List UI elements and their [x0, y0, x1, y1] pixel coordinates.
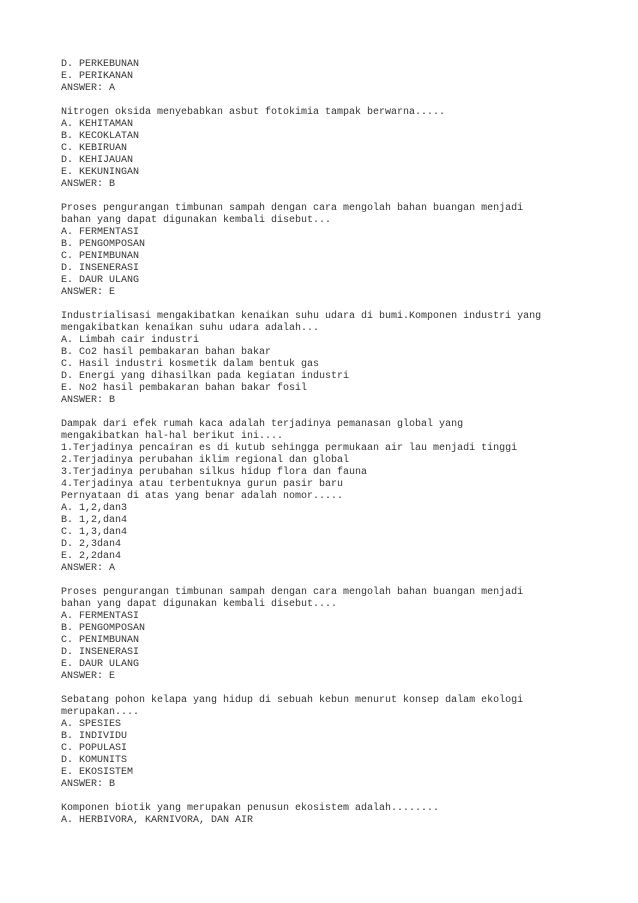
text-line: ANSWER: A: [61, 563, 116, 574]
text-line: E. DAUR ULANG: [61, 659, 140, 670]
text-line: E. DAUR ULANG: [61, 275, 140, 286]
text-line: C. POPULASI: [61, 743, 128, 754]
text-line: B. PENGOMPOSAN: [61, 623, 146, 634]
text-line: A. HERBIVORA, KARNIVORA, DAN AIR: [61, 815, 254, 826]
text-line: B. 1,2,dan4: [61, 515, 128, 526]
text-line: C. PENIMBUNAN: [61, 635, 140, 646]
question-block: [61, 587, 621, 683]
text-line: mengakibatkan kenaikan suhu udara adalah...: [61, 323, 320, 334]
text-line: B. Co2 hasil pembakaran bahan bakar: [61, 347, 272, 358]
question-block: [61, 311, 621, 407]
text-line: 1.Terjadinya pencairan es di kutub sehingga permukaan air lau menjadi tinggi: [61, 443, 518, 454]
text-line: D. INSENERASI: [61, 263, 140, 274]
text-line: A. Limbah cair industri: [61, 335, 200, 346]
question-block: [61, 107, 621, 191]
text-line: E. No2 hasil pembakaran bahan bakar fosil: [61, 383, 308, 394]
text-line: Komponen biotik yang merupakan penusun ekosistem adalah........: [61, 803, 440, 814]
text-line: E. 2,2dan4: [61, 551, 122, 562]
text-line: A. SPESIES: [61, 719, 122, 730]
text-line: ANSWER: B: [61, 395, 116, 406]
text-line: D. INSENERASI: [61, 647, 140, 658]
text-line: bahan yang dapat digunakan kembali disebut....: [61, 599, 338, 610]
text-line: ANSWER: E: [61, 671, 116, 682]
text-line: E. EKOSISTEM: [61, 767, 134, 778]
text-line: A. FERMENTASI: [61, 227, 140, 238]
question-block: [61, 419, 621, 575]
text-line: A. KEHITAMAN: [61, 119, 134, 130]
text-line: ANSWER: A: [61, 83, 116, 94]
question-block: [61, 803, 621, 827]
text-line: C. Hasil industri kosmetik dalam bentuk gas: [61, 359, 320, 370]
text-line: Sebatang pohon kelapa yang hidup di sebuah kebun menurut konsep dalam ekologi: [61, 695, 524, 706]
text-line: D. 2,3dan4: [61, 539, 122, 550]
text-line: E. PERIKANAN: [61, 71, 134, 82]
document-text: [61, 59, 621, 839]
text-line: 2.Terjadinya perubahan iklim regional dan global: [61, 455, 350, 466]
question-block: [61, 59, 621, 95]
text-line: B. INDIVIDU: [61, 731, 128, 742]
text-line: Nitrogen oksida menyebabkan asbut fotokimia tampak berwarna.....: [61, 107, 446, 118]
text-line: C. KEBIRUAN: [61, 143, 128, 154]
text-line: D. Energi yang dihasilkan pada kegiatan industri: [61, 371, 350, 382]
text-line: ANSWER: E: [61, 287, 116, 298]
text-line: merupakan....: [61, 707, 140, 718]
text-line: bahan yang dapat digunakan kembali disebut...: [61, 215, 332, 226]
text-line: ANSWER: B: [61, 779, 116, 790]
text-line: B. PENGOMPOSAN: [61, 239, 146, 250]
text-line: A. FERMENTASI: [61, 611, 140, 622]
text-line: 3.Terjadinya perubahan silkus hidup flora dan fauna: [61, 467, 368, 478]
text-line: C. PENIMBUNAN: [61, 251, 140, 262]
text-line: D. KEHIJAUAN: [61, 155, 134, 166]
text-line: Pernyataan di atas yang benar adalah nomor.....: [61, 491, 344, 502]
question-block: [61, 695, 621, 791]
text-line: Proses pengurangan timbunan sampah dengan cara mengolah bahan buangan menjadi: [61, 587, 524, 598]
text-line: D. KOMUNITS: [61, 755, 128, 766]
text-line: E. KEKUNINGAN: [61, 167, 140, 178]
text-line: A. 1,2,dan3: [61, 503, 128, 514]
text-line: Proses pengurangan timbunan sampah dengan cara mengolah bahan buangan menjadi: [61, 203, 524, 214]
text-line: Industrialisasi mengakibatkan kenaikan suhu udara di bumi.Komponen industri yang: [61, 311, 542, 322]
question-block: [61, 203, 621, 299]
text-line: mengakibatkan hal-hal berikut ini....: [61, 431, 284, 442]
text-line: Dampak dari efek rumah kaca adalah terjadinya pemanasan global yang: [61, 419, 464, 430]
text-line: C. 1,3,dan4: [61, 527, 128, 538]
text-line: B. KECOKLATAN: [61, 131, 140, 142]
text-line: 4.Terjadinya atau terbentuknya gurun pasir baru: [61, 479, 344, 490]
text-line: D. PERKEBUNAN: [61, 59, 140, 70]
text-line: ANSWER: B: [61, 179, 116, 190]
